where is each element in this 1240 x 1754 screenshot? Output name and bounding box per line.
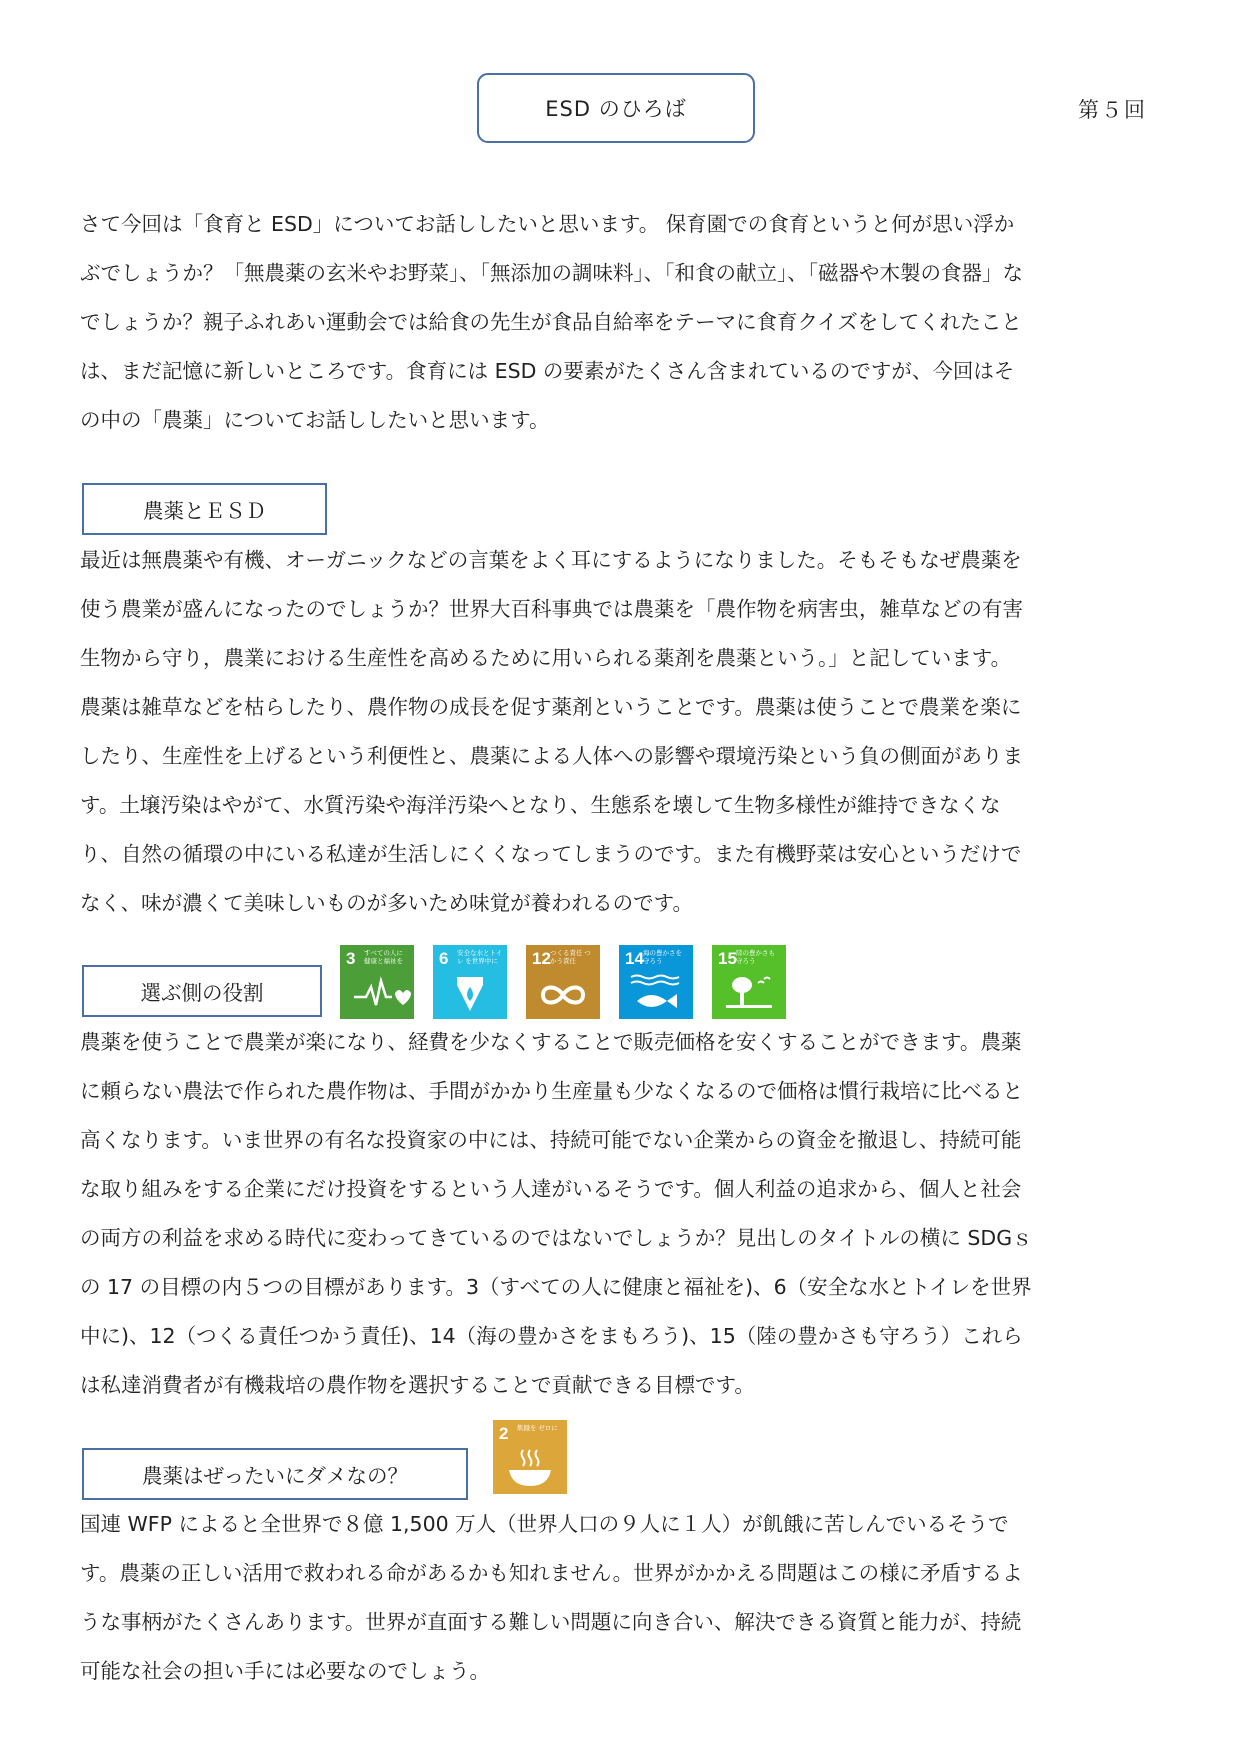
sdg-label: つくる責任 つかう責任: [550, 950, 591, 965]
heartbeat-icon: [340, 945, 414, 1019]
infinity-icon: [526, 945, 600, 1019]
sdg-number: 2: [499, 1424, 509, 1443]
text-line: な取り組みをする企業にだけ投資をするという人達がいるそうです。個人利益の追求から、個人と社会: [80, 1177, 1022, 1201]
section-paragraph-pesticides-bad: [80, 1500, 1165, 1696]
text-line: 国連 WFP によると全世界で８億 1,500 万人（世界人口の９人に１人）が飢餓に苦しんでいるそうで: [80, 1512, 1009, 1536]
section-paragraph-pesticides-esd: [80, 536, 1165, 928]
text-line: の両方の利益を求める時代に変わってきているのではないでしょうか？見出しのタイトルの横に SDGｓ: [80, 1226, 1033, 1250]
newsletter-title: ESD のひろば: [477, 73, 755, 143]
text-line: うな事柄がたくさんあります。世界が直面する難しい問題に向き合い、解決できる資質と能力が、持続: [80, 1610, 1022, 1634]
issue-number: 第５回: [1078, 98, 1147, 122]
text-line: 生物から守り，農業における生産性を高めるために用いられる薬剤を農薬という。」と記しています。: [80, 646, 1012, 670]
text-line: の 17 の目標の内５つの目標があります。3（すべての人に健康と福祉を)、6（安全な水とトイレを世界: [80, 1275, 1032, 1299]
sdg-goal-3-icon: [340, 945, 414, 1019]
sdg-number: 14: [625, 949, 644, 968]
sdg-goal-12-icon: [526, 945, 600, 1019]
sdg-goal-2-icon: [493, 1420, 567, 1494]
sdg-goal-6-icon: [433, 945, 507, 1019]
sdg-number: 3: [346, 949, 356, 968]
bowl-icon: [493, 1420, 567, 1494]
fish-icon: [619, 945, 693, 1019]
text-line: に頼らない農法で作られた農作物は、手間がかかり生産量も少なくなるので価格は慣行栽培に比べると: [80, 1079, 1023, 1103]
text-line: なく、味が濃くて美味しいものが多いため味覚が養われるのです。: [80, 891, 693, 915]
sdg-label: すべての人に 健康と福祉を: [364, 950, 403, 965]
sdg-number: 12: [532, 949, 551, 968]
section-heading-pesticides-bad: 農薬はぜったいにダメなの？: [82, 1448, 468, 1500]
text-line: 最近は無農薬や有機、オーガニックなどの言葉をよく耳にするようになりました。そもそもなぜ農薬を: [80, 548, 1022, 572]
text-line: でしょうか？親子ふれあい運動会では給食の先生が食品自給率をテーマに食育クイズをしてくれたこと: [80, 310, 1022, 334]
text-line: は私達消費者が有機栽培の農作物を選択することで貢献できる目標です。: [80, 1373, 755, 1397]
tree-icon: [712, 945, 786, 1019]
text-line: 農薬を使うことで農業が楽になり、経費を少なくすることで販売価格を安くすることができます。農薬: [80, 1030, 1022, 1054]
sdg-number: 6: [439, 949, 449, 968]
text-line: り、自然の循環の中にいる私達が生活しにくくなってしまうのです。また有機野菜は安心というだけで: [80, 842, 1022, 866]
section-heading-pesticides-esd: 農薬とＥＳＤ: [82, 483, 327, 535]
sdg-label: 飢餓を ゼロに: [517, 1425, 558, 1432]
text-line: は、まだ記憶に新しいところです。食育には ESD の要素がたくさん含まれているのですが、今回はそ: [80, 359, 1015, 383]
text-line: 農薬は雑草などを枯らしたり、農作物の成長を促す薬剤ということです。農薬は使うことで農業を楽に: [80, 695, 1022, 719]
sdg-label: 安全な水とトイレ を世界中に: [457, 950, 503, 965]
text-line: 中に)、12（つくる責任つかう責任)、14（海の豊かさをまもろう)、15（陸の豊かさも守ろう）これら: [80, 1324, 1023, 1348]
text-line: す。農薬の正しい活用で救われる命があるかも知れません。世界がかかえる問題はこの様に矛盾するよ: [80, 1561, 1023, 1585]
sdg-icon-row: [493, 1420, 567, 1494]
text-line: の中の「農薬」についてお話ししたいと思います。: [80, 408, 550, 432]
sdg-icon-row: [340, 945, 786, 1019]
text-line: 可能な社会の担い手には必要なのでしょう。: [80, 1659, 490, 1683]
text-line: 使う農業が盛んになったのでしょうか？世界大百科事典では農薬を「農作物を病害虫，雑草などの有害: [80, 597, 1023, 621]
sdg-goal-14-icon: [619, 945, 693, 1019]
section-heading-chooser-role: 選ぶ側の役割: [82, 965, 322, 1017]
text-line: したり、生産性を上げるという利便性と、農薬による人体への影響や環境汚染という負の側面がありま: [80, 744, 1023, 768]
sdg-label: 陸の豊かさも 守ろう: [736, 950, 775, 965]
intro-paragraph: [80, 200, 1165, 445]
text-line: さて今回は「食育と ESD」についてお話ししたいと思います。 保育園での食育というと何が思い浮か: [80, 212, 1015, 236]
text-line: す。土壌汚染はやがて、水質汚染や海洋汚染へとなり、生態系を壊して生物多様性が維持できなくな: [80, 793, 1001, 817]
section-paragraph-chooser-role: [80, 1018, 1165, 1410]
text-line: 高くなります。いま世界の有名な投資家の中には、持続可能でない企業からの資金を撤退し、持続可能: [80, 1128, 1022, 1152]
text-line: ぶでしょうか？「無農薬の玄米やお野菜」、「無添加の調味料」、「和食の献立」、「磁器や木製の食器」な: [80, 261, 1023, 285]
water-drop-icon: [433, 945, 507, 1019]
sdg-goal-15-icon: [712, 945, 786, 1019]
sdg-label: 海の豊かさを 守ろう: [643, 950, 682, 965]
sdg-number: 15: [718, 949, 737, 968]
